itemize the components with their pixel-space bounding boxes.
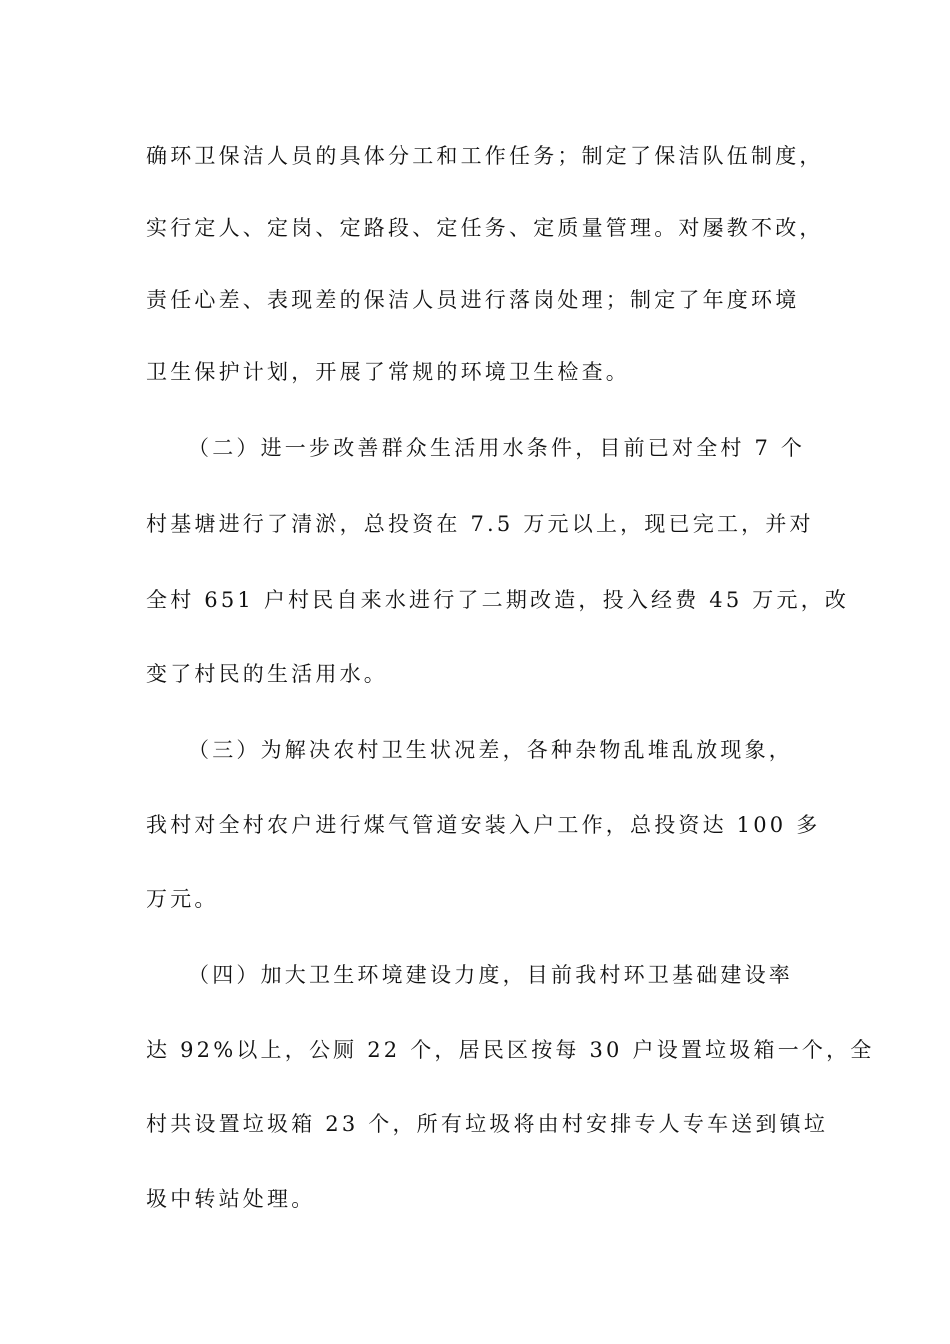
text-line: 确环卫保洁人员的具体分工和工作任务；制定了保洁队伍制度， [146, 144, 824, 168]
text-line: 圾中转站处理。 [146, 1187, 316, 1211]
text-line: 村共设置垃圾箱 23 个，所有垃圾将由村安排专人专车送到镇垃 [146, 1112, 829, 1136]
text-line: 我村对全村农户进行煤气管道安装入户工作，总投资达 100 多 [146, 813, 821, 837]
paragraph-start-line: （四）加大卫生环境建设力度，目前我村环卫基础建设率 [188, 963, 793, 987]
text-line: 变了村民的生活用水。 [146, 662, 388, 686]
text-line: 万元。 [146, 887, 219, 911]
text-line: 村基塘进行了清淤，总投资在 7.5 万元以上，现已完工，并对 [146, 512, 814, 536]
text-line: 达 92%以上，公厕 22 个，居民区按每 30 户设置垃圾箱一个，全 [146, 1038, 875, 1062]
paragraph-start-line: （二）进一步改善群众生活用水条件，目前已对全村 7 个 [188, 436, 806, 460]
paragraph-start-line: （三）为解决农村卫生状况差，各种杂物乱堆乱放现象， [188, 738, 793, 762]
text-line: 实行定人、定岗、定路段、定任务、定质量管理。对屡教不改， [146, 216, 824, 240]
text-line: 卫生保护计划，开展了常规的环境卫生检查。 [146, 360, 630, 384]
text-line: 全村 651 户村民自来水进行了二期改造，投入经费 45 万元，改 [146, 588, 850, 612]
text-line: 责任心差、表现差的保洁人员进行落岗处理；制定了年度环境 [146, 288, 800, 312]
